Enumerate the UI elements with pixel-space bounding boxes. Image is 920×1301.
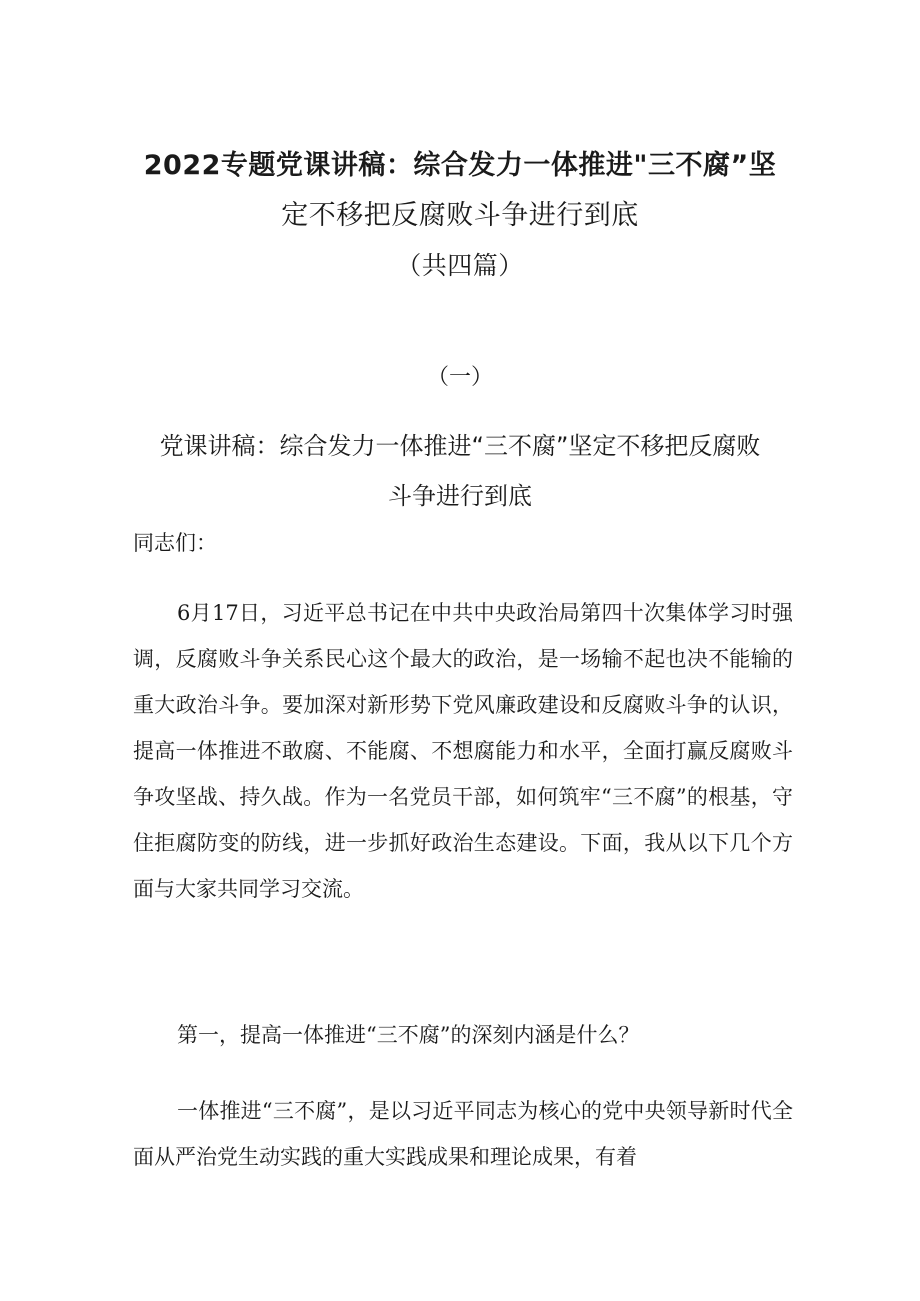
document-title-line-1: 2022专题党课讲稿：综合发力一体推进"三不腐”坚 bbox=[143, 150, 777, 181]
body-paragraph-3: 一体推进“三不腐”，是以习近平同志为核心的党中央领导新时代全面从严治党生动实践的重大实践成果和理论成果，有着 bbox=[133, 1099, 793, 1169]
greeting: 同志们： bbox=[133, 531, 217, 555]
body-paragraph-1: 6月17日，习近平总书记在中共中央政治局第四十次集体学习时强调，反腐败斗争关系民心这个最大的政治，是一场输不起也决不能输的重大政治斗争。要加深对新形势下党风廉政建设和反腐败斗争的认识，提高一体推进不敢腐、不能腐、不想腐能力和水平，全面打赢反腐败斗争攻坚战、持久战。作为一名党员干部，如何筑牢“三不腐”的根基，守住拒腐防变的防线，进一步抓好政治生态建设。下面，我从以下几个方面与大家共同学习交流。 bbox=[133, 601, 793, 901]
body-paragraph-2: 第一，提高一体推进“三不腐”的深刻内涵是什么？ bbox=[177, 1023, 640, 1047]
document-title-line-2: 定不移把反腐败斗争进行到底 bbox=[281, 200, 639, 231]
section-title-line-2: 斗争进行到底 bbox=[388, 482, 532, 510]
section-title-line-1: 党课讲稿：综合发力一体推进“三不腐”坚定不移把反腐败 bbox=[159, 432, 761, 460]
document-title-count: （共四篇） bbox=[396, 251, 524, 280]
section-number: （一） bbox=[426, 365, 493, 390]
